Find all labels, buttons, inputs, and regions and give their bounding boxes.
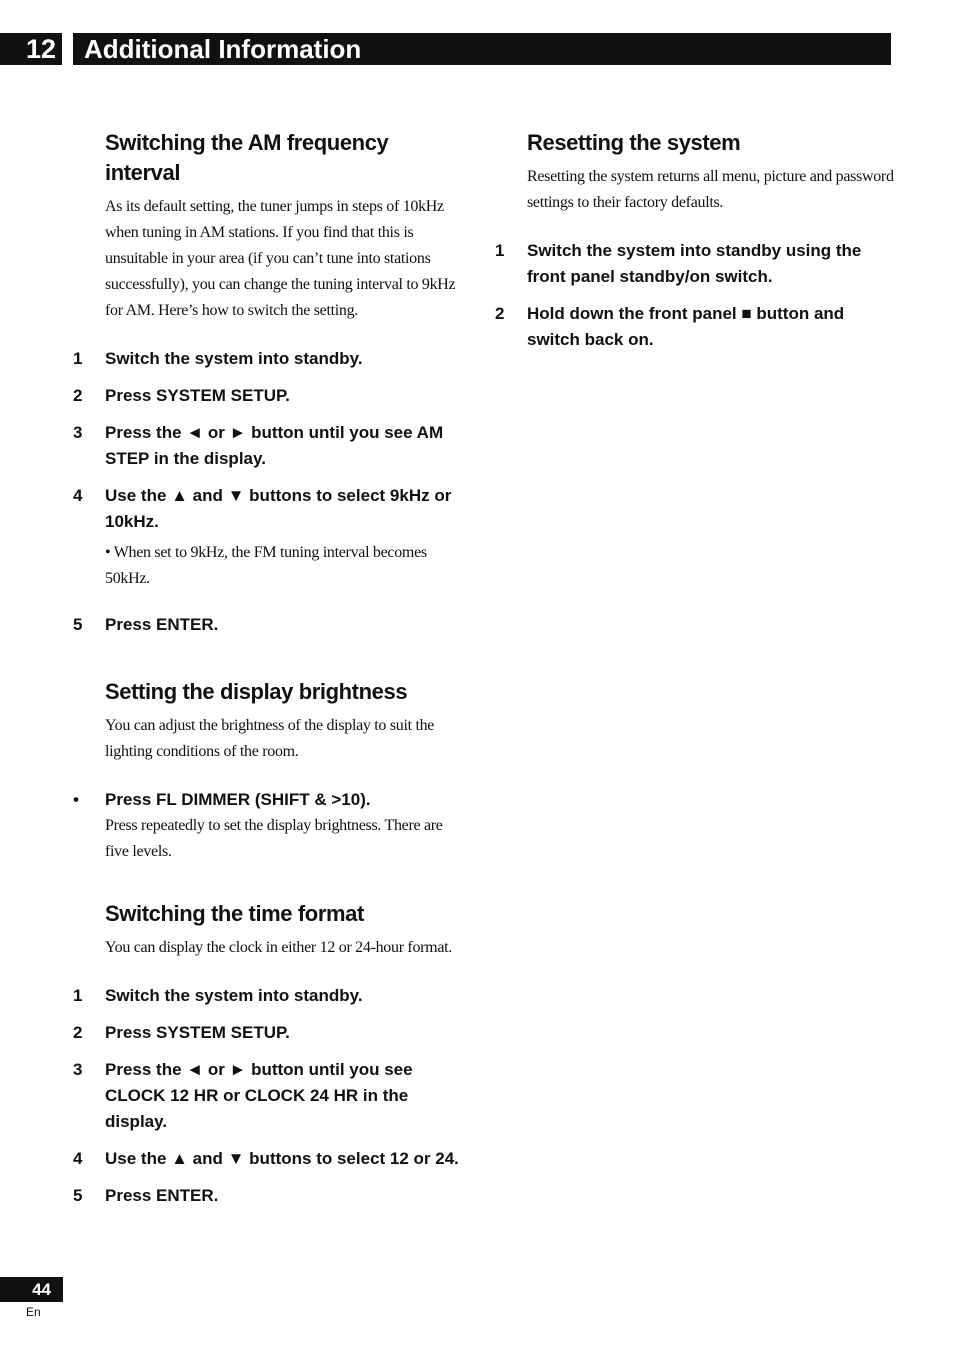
step-text: Press ENTER. xyxy=(105,615,219,634)
right-column xyxy=(495,128,895,364)
section-intro-am-interval: As its default setting, the tuner jumps in steps of 10kHz when tuning in AM stations. If you find that this is unsuitable in your area (if you can’t tune into stations successfully), you can change the tuning interval to 9kHz for AM. Here’s how to switch the setting. xyxy=(105,198,456,319)
step xyxy=(73,1057,469,1135)
step xyxy=(73,612,469,638)
step xyxy=(495,301,895,353)
chapter-header xyxy=(0,33,891,65)
step-number: 4 xyxy=(73,486,83,505)
step-number: 1 xyxy=(73,349,83,368)
chapter-title: Additional Information xyxy=(73,33,891,65)
section-title-time-format: Switching the time format xyxy=(105,901,364,926)
step-number: 5 xyxy=(73,1186,83,1205)
step xyxy=(495,238,895,290)
step-text: Press FL DIMMER (SHIFT & >10). xyxy=(105,790,371,809)
step xyxy=(73,1183,469,1209)
step-text: Press SYSTEM SETUP. xyxy=(105,1023,290,1042)
section-title-reset: Resetting the system xyxy=(527,130,741,155)
step xyxy=(73,1020,469,1046)
section-title-am-interval: Switching the AM frequency interval xyxy=(105,130,389,185)
language-label: En xyxy=(26,1305,41,1319)
page-number: 44 xyxy=(0,1277,63,1302)
step-text: Use the ▲ and ▼ buttons to select 9kHz or 10kHz. xyxy=(105,486,452,531)
section-intro-brightness: You can adjust the brightness of the display to suit the lighting conditions of the room. xyxy=(105,717,435,760)
step-number: 5 xyxy=(73,615,83,634)
step-text: Press SYSTEM SETUP. xyxy=(105,386,290,405)
step-text: Switch the system into standby. xyxy=(105,986,363,1005)
step xyxy=(73,420,469,472)
section-title-brightness: Setting the display brightness xyxy=(105,679,408,704)
section-intro-time-format: You can display the clock in either 12 or 24-hour format. xyxy=(105,939,452,956)
section-intro-reset: Resetting the system returns all menu, picture and password settings to their factory defaults. xyxy=(527,168,894,211)
step xyxy=(73,383,469,409)
bullet: • xyxy=(73,790,79,809)
step-text: Switch the system into standby. xyxy=(105,349,363,368)
step-number: 1 xyxy=(73,986,83,1005)
step-number: 2 xyxy=(495,304,505,323)
left-column xyxy=(73,128,469,1220)
step-number: 1 xyxy=(495,241,505,260)
step xyxy=(73,483,469,535)
step-text: Use the ▲ and ▼ buttons to select 12 or 24. xyxy=(105,1149,459,1168)
step-text: Press the ◄ or ► button until you see AM STEP in the display. xyxy=(105,423,444,468)
step-number: 3 xyxy=(73,423,83,442)
chapter-number: 12 xyxy=(0,33,62,65)
step-description: Press repeatedly to set the display brightness. There are five levels. xyxy=(105,817,443,860)
step xyxy=(73,787,469,813)
step-note: • When set to 9kHz, the FM tuning interval becomes 50kHz. xyxy=(105,544,427,587)
step-text: Hold down the front panel ■ button and switch back on. xyxy=(527,304,845,349)
step-text: Press ENTER. xyxy=(105,1186,219,1205)
step-text: Switch the system into standby using the front panel standby/on switch. xyxy=(527,241,862,286)
step-number: 2 xyxy=(73,386,83,405)
step xyxy=(73,983,469,1009)
step-number: 2 xyxy=(73,1023,83,1042)
step xyxy=(73,1146,469,1172)
step-number: 4 xyxy=(73,1149,83,1168)
step-number: 3 xyxy=(73,1060,83,1079)
step-text: Press the ◄ or ► button until you see CLOCK 12 HR or CLOCK 24 HR in the display. xyxy=(105,1060,413,1131)
step xyxy=(73,346,469,372)
